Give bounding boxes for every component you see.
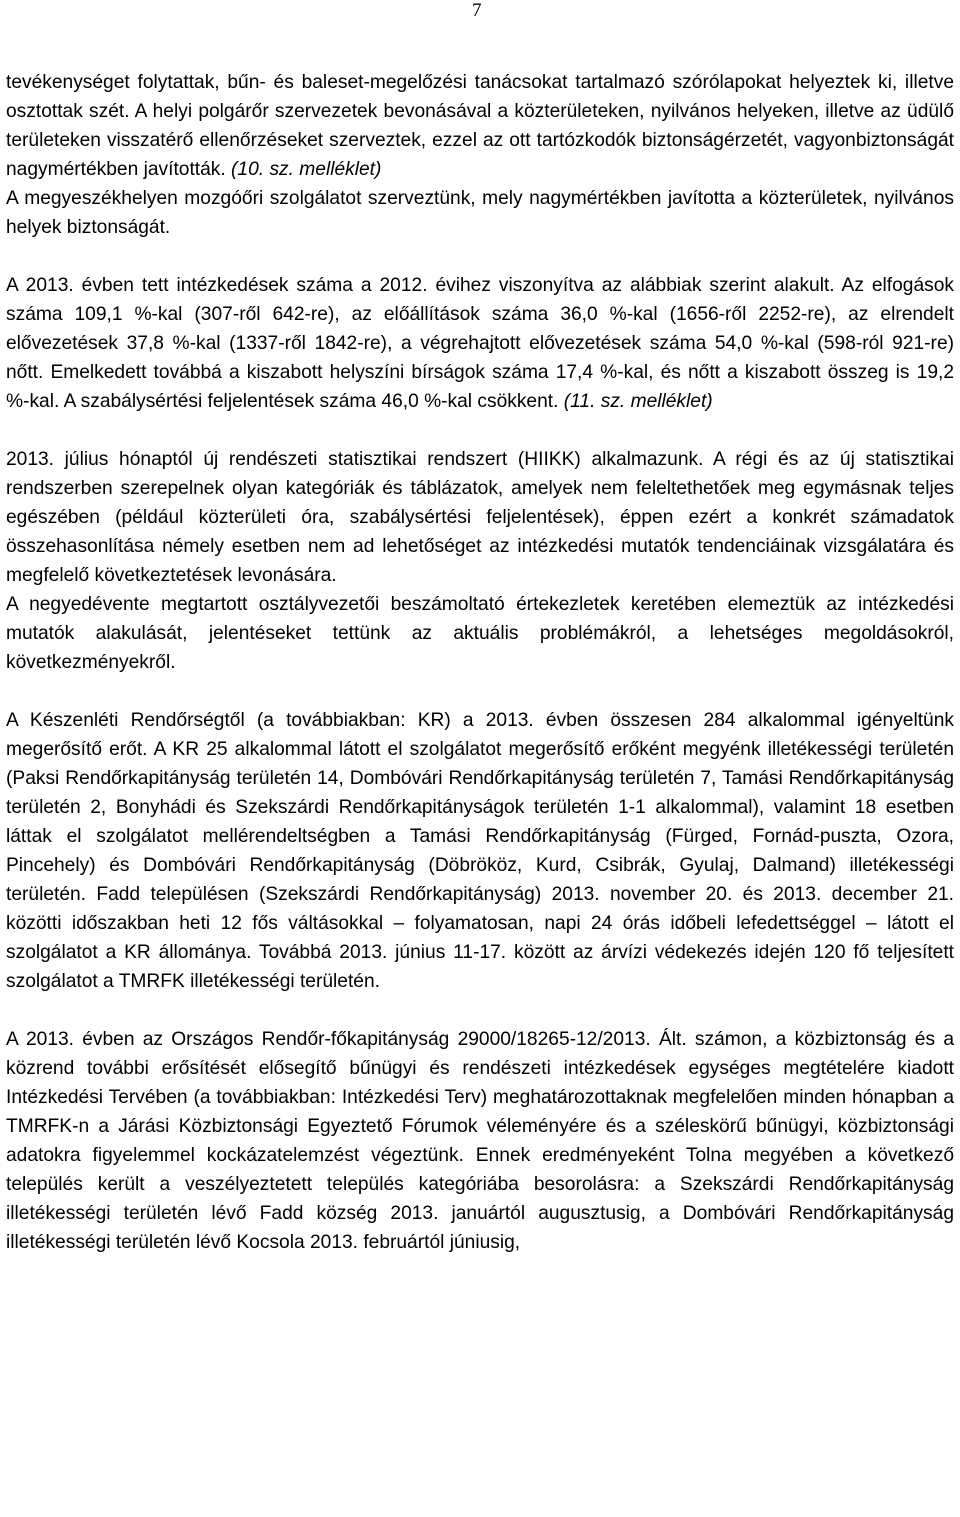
annex-reference: (11. sz. melléklet) [563,391,713,412]
paragraph-text: A 2013. évben tett intézkedések száma a 2012. évihez viszonyítva az alábbiak szerint alakult. Az elfogások száma 109,1 %-kal (307-ről 642-re), az előállítások száma 36,0 %-kal (1656-ről 2252-re), az elrendelt elővezetések 37,8 %-kal (1337-ről 1842-re), a végrehajtott elővezetések száma 54,0 %-kal (598-ról 921-re) nőtt. Emelkedett továbbá a kiszabott helyszíni bírságok száma 17,4 %-kal, és nőtt a kiszabott összeg is 19,2 %-kal. A szabálysértési feljelentések száma 46,0 %-kal csökkent. [6,275,954,412]
page-number: 7 [472,0,482,21]
paragraph-ertekezletek: A negyedévente megtartott osztályvezetői beszámoltató értekezletek keretében elemeztük az intézkedési mutatók alakulását, jelentéseket tettünk az aktuális problémákról, a lehetséges megoldásokról, következményekről. [6,594,954,673]
paragraph-text: tevékenységet folytattak, bűn- és baleset-megelőzési tanácsokat tartalmazó szórólapokat helyeztek ki, illetve osztottak szét. A helyi polgárőr szervezetek bevonásával a közterületeken, nyilvános helyeken, illetve az üdülő területeken visszatérő ellenőrzéseket szerveztek, ezzel az ott tartózkodók biztonságérzetét, vagyonbiztonságát nagymértékben javították. [6,72,954,180]
paragraph-hiikk: 2013. július hónaptól új rendészeti statisztikai rendszert (HIIKK) alkalmazunk. A régi és az új statisztikai rendszerben szerepelnek olyan kategóriák és táblázatok, amelyek nem feleltethetőek meg egymásnak teljes egészében (például közterületi óra, szabálysértési feljelentések), éppen ezért a konkrét számadatok összehasonlítása némely esetben nem ad lehetőséget az intézkedési mutatók tendenciáinak vizsgálatára és megfelelő következtetések levonására. [6,449,954,586]
paragraph-polgarorseg [6,68,954,184]
document-body [6,68,954,1257]
paragraph-intezkedesi-terv: A 2013. évben az Országos Rendőr-főkapitányság 29000/18265-12/2013. Ált. számon, a közbiztonság és a közrend további erősítését elősegítő bűnügyi és rendészeti intézkedések egységes megtételére kiadott Intézkedési Tervében (a továbbiakban: Intézkedési Terv) meghatározottaknak megfelelően minden hónapban a TMRFK-n a Járási Közbiztonsági Egyeztető Fórumok véleményére és a széleskörű bűnügyi, közbiztonsági adatokra figyelemmel kockázatelemzést végeztünk. Ennek eredményeként Tolna megyében a következő település került a veszélyeztetett település kategóriába besorolásra: a Szekszárdi Rendőrkapitányság illetékességi területén lévő Fadd község 2013. januártól augusztusig, a Dombóvári Rendőrkapitányság illetékességi területén lévő Kocsola 2013. februártól júniusig, [6,1029,954,1253]
paragraph-intezkedesek [6,271,954,416]
annex-reference: (10. sz. melléklet) [231,159,382,180]
paragraph-keszenleti-rendorseg: A Készenléti Rendőrségtől (a továbbiakban: KR) a 2013. évben összesen 284 alkalommal igényeltünk megerősítő erőt. A KR 25 alkalommal látott el szolgálatot megerősítő erőként megyénk illetékességi területén (Paksi Rendőrkapitányság területén 14, Dombóvári Rendőrkapitányság területén 7, Tamási Rendőrkapitányság területén 2, Bonyhádi és Szekszárdi Rendőrkapitányságok területén 1-1 alkalommal), valamint 18 esetben láttak el szolgálatot mellérendeltségben a Tamási Rendőrkapitányság (Fürged, Fornád-puszta, Ozora, Pincehely) és Dombóvári Rendőrkapitányság (Döbrököz, Kurd, Csibrák, Gyulaj, Dalmand) illetékességi területén. Fadd településen (Szekszárdi Rendőrkapitányság) 2013. november 20. és 2013. december 21. közötti időszakban heti 12 fős váltásokkal – folyamatosan, napi 24 órás időbeli lefedettséggel – látott el szolgálatot a KR állománya. Továbbá 2013. június 11-17. között az árvízi védekezés idején 120 fő teljesített szolgálatot a TMRFK illetékességi területén. [6,710,954,992]
paragraph-mozgoor: A megyeszékhelyen mozgóőri szolgálatot szerveztünk, mely nagymértékben javította a közterületek, nyilvános helyek biztonságát. [6,188,954,238]
